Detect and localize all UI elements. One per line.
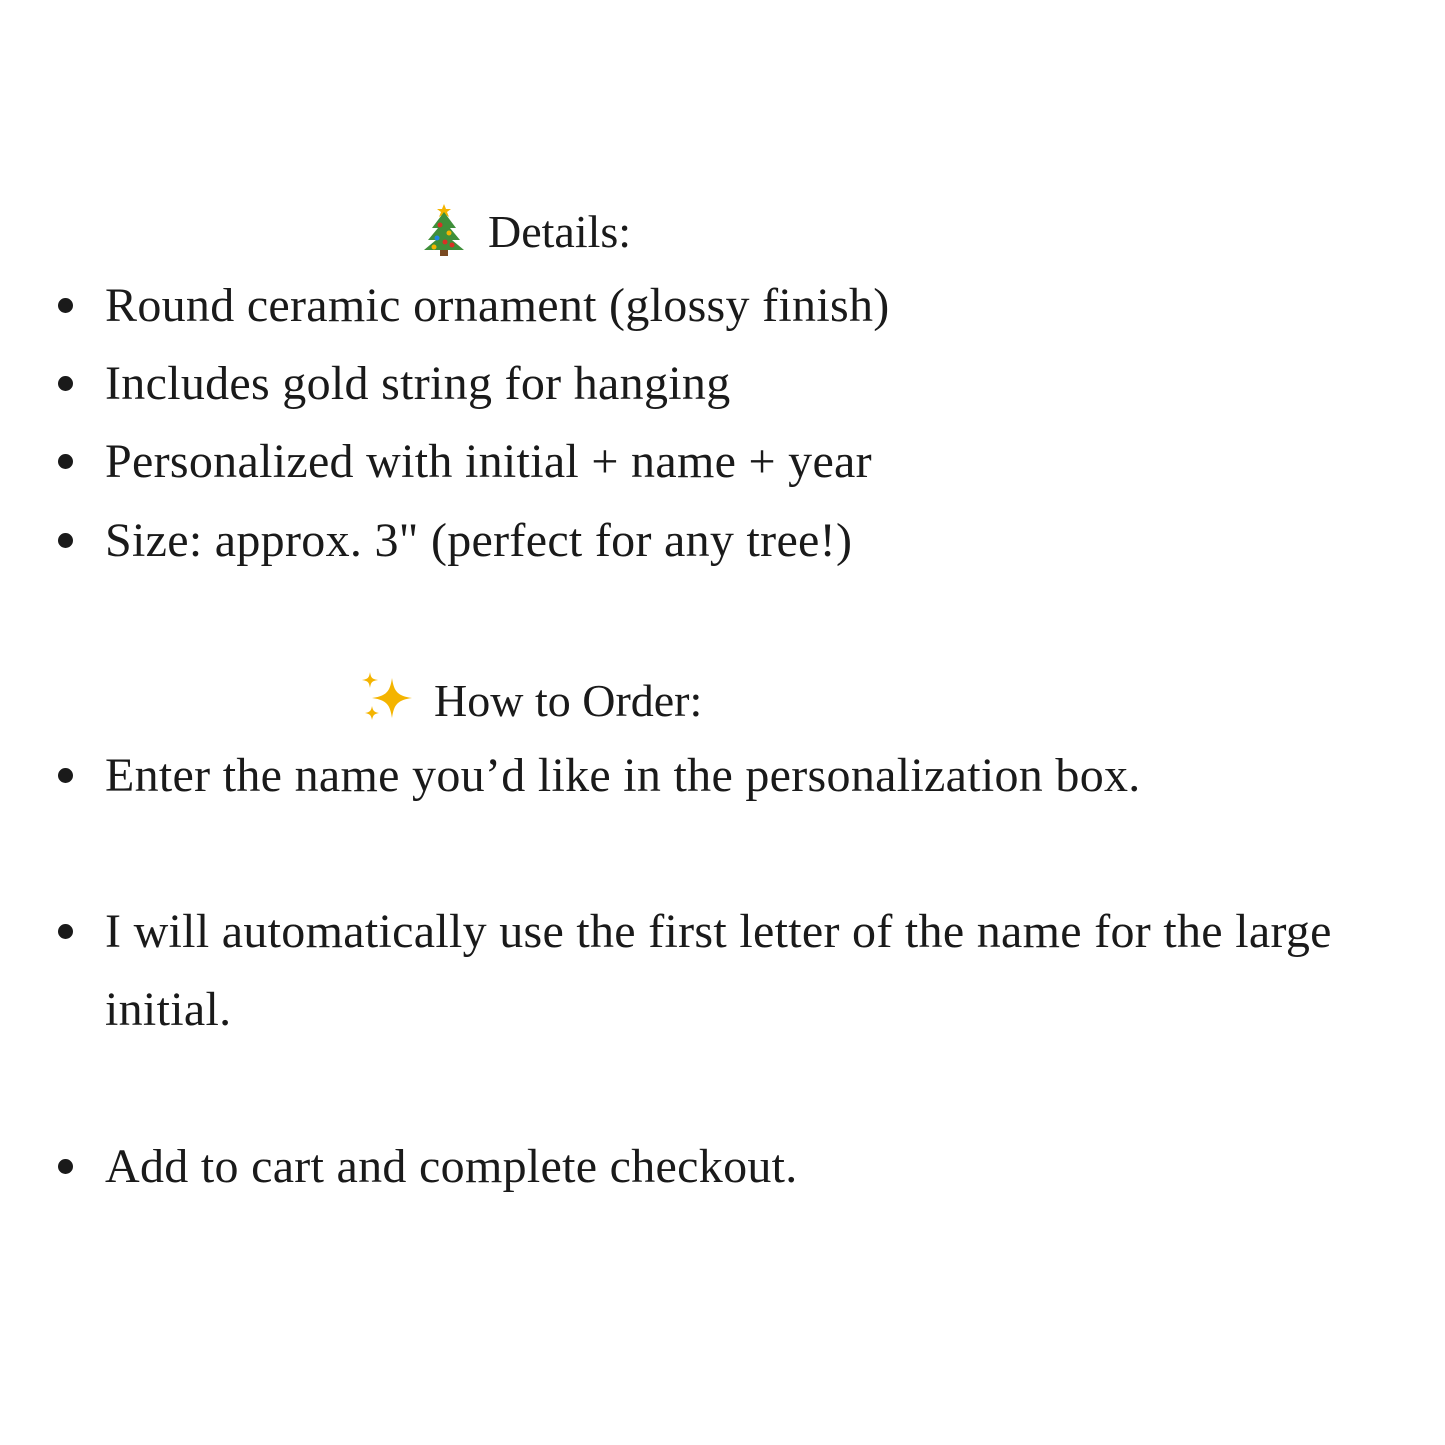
sparkles-icon	[360, 670, 414, 732]
details-item-text: Personalized with initial + name + year	[105, 435, 872, 488]
details-item-text: Size: approx. 3" (perfect for any tree!)	[105, 514, 853, 567]
details-heading-label: Details:	[488, 206, 632, 257]
christmas-tree-icon	[420, 200, 468, 264]
order-step-text: Enter the name you’d like in the personalization box.	[105, 749, 1141, 802]
details-item-text: Includes gold string for hanging	[105, 357, 731, 410]
order-step-text: Add to cart and complete checkout.	[105, 1140, 798, 1193]
bullet-icon	[58, 924, 73, 939]
bullet-icon	[58, 298, 73, 313]
bullet-icon	[58, 768, 73, 783]
how-to-order-heading	[360, 670, 702, 732]
bullet-icon	[58, 376, 73, 391]
bullet-icon	[58, 533, 73, 548]
order-step-text: I will automatically use the first letter of the name for the large initial.	[105, 905, 1332, 1036]
details-item-text: Round ceramic ornament (glossy finish)	[105, 279, 890, 332]
details-heading	[420, 200, 631, 264]
how-to-order-heading-label: How to Order:	[434, 675, 703, 726]
bullet-icon	[58, 454, 73, 469]
bullet-icon	[58, 1159, 73, 1174]
